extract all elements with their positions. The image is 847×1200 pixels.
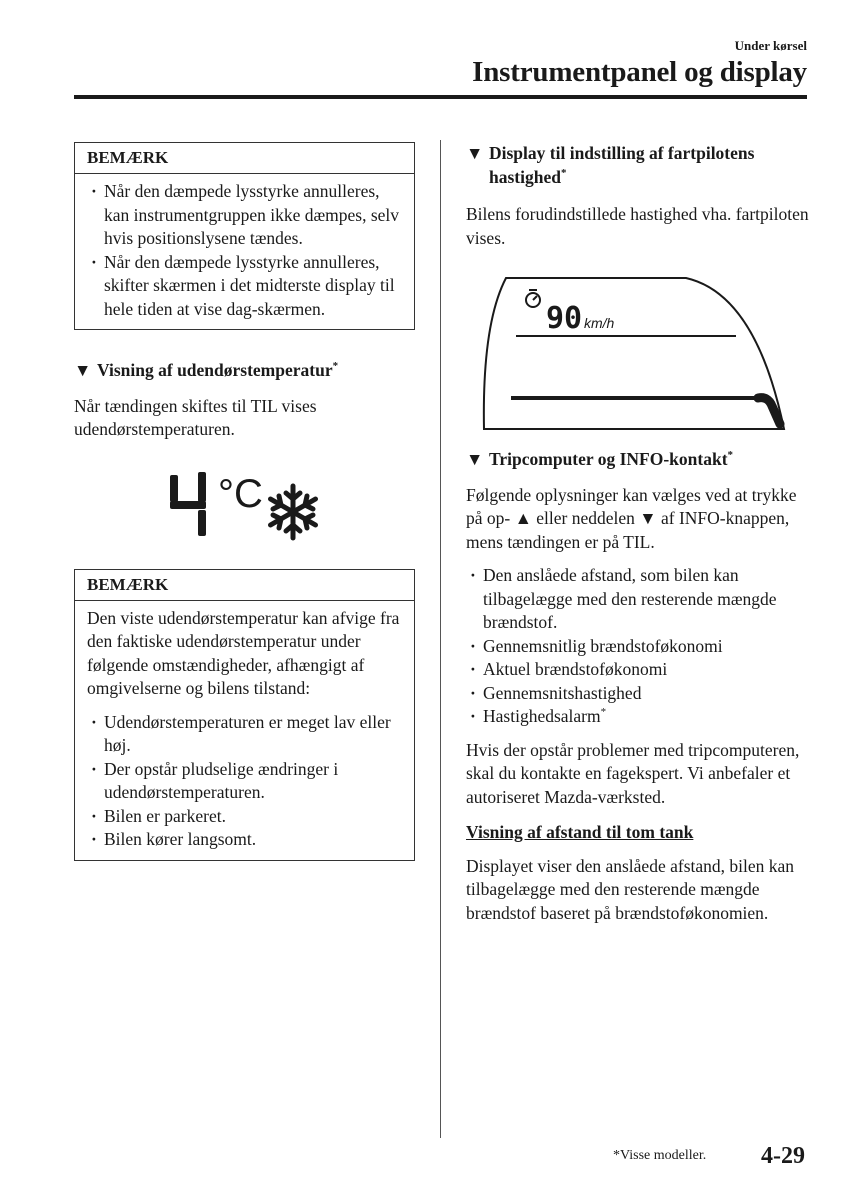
- temperature-display: [74, 452, 415, 552]
- page-number: 4-29: [761, 1143, 805, 1169]
- cruise-body: Bilens forudindstillede hastighed vha. fartpiloten vises.: [466, 204, 809, 248]
- segment-digit-four: [170, 472, 206, 536]
- list-item: · Gennemsnitlig brændstoføkonomi: [466, 635, 811, 659]
- list-item: · Bilen kører langsomt.: [87, 828, 402, 852]
- note-box-temperature: [74, 569, 415, 861]
- list-item: · Den anslåede afstand, som bilen kan tilbagelægge med den resterende mængde brændstof.: [466, 564, 811, 635]
- page-title: Instrumentpanel og display: [472, 56, 807, 88]
- note-body: [75, 174, 414, 329]
- cruise-display: [466, 264, 811, 444]
- list-item: · Gennemsnitshastighed: [466, 682, 811, 706]
- triangle-down-icon: ▼: [466, 143, 484, 163]
- footnote: *Visse modeller.: [613, 1148, 707, 1163]
- trip-after-text: Hvis der opstår problemer med tripcomputeren, skal du kontakte en fagekspert. Vi anbefaler et autoriseret Mazda-værksted.: [466, 739, 800, 807]
- triangle-down-icon: ▼: [74, 360, 92, 380]
- list-item: · Udendørstemperaturen er meget lav eller høj.: [87, 711, 402, 758]
- trip-body: Følgende oplysninger kan vælges ved at trykke på op- ▲ eller neddelen ▼ af INFO-knappen, mens tændingen er på TIL.: [466, 484, 797, 552]
- display-outline: [484, 278, 784, 429]
- section-label: Under kørsel: [734, 38, 807, 53]
- note-body: [75, 601, 414, 860]
- temperature-body: Når tændingen skiftes til TIL vises udendørstemperaturen.: [74, 395, 317, 439]
- note-list: [87, 711, 402, 852]
- note-box-brightness: [74, 142, 415, 330]
- cruise-display-graphic: [466, 264, 811, 444]
- left-column: [74, 142, 415, 861]
- snowflake-icon: [271, 486, 316, 538]
- temperature-unit: °C: [218, 471, 263, 516]
- header-rule: [74, 95, 807, 99]
- note-list: [87, 180, 402, 321]
- note-heading: BEMÆRK: [75, 570, 414, 601]
- range-body: Displayet viser den anslåede afstand, bilen kan tilbagelægge med den resterende mængde brændstof baseret på brændstoføkonomien.: [466, 855, 795, 923]
- list-item: · Når den dæmpede lysstyrke annulleres, skifter skærmen i det midterste display til hele tiden at vise dag-skærmen.: [87, 251, 402, 322]
- note-intro: Den viste udendørstemperatur kan afvige fra den faktiske udendørstemperatur under følgende omstændigheder, afhængigt af omgivelserne og bilens tilstand:: [87, 607, 400, 698]
- triangle-down-icon: ▼: [466, 449, 484, 469]
- list-item: · Der opstår pludselige ændringer i udendørstemperaturen.: [87, 758, 402, 805]
- section-heading-temperature: ▼ Visning af udendørstemperatur*: [74, 359, 415, 383]
- trip-list: [466, 564, 811, 729]
- cruise-speed-unit: km/h: [584, 315, 615, 331]
- section-heading-trip: ▼ Tripcomputer og INFO-kontakt*: [466, 448, 811, 472]
- section-heading-cruise: ▼ Display til indstilling af fartpilotens hastighed*: [466, 143, 755, 187]
- list-item: · Aktuel brændstoføkonomi: [466, 658, 811, 682]
- column-divider: [440, 140, 441, 1138]
- display-line-bottom: [511, 398, 778, 424]
- list-item: · Hastighedsalarm*: [466, 705, 811, 729]
- note-heading: BEMÆRK: [75, 143, 414, 174]
- right-column: [466, 142, 811, 925]
- cruise-control-icon: [526, 290, 540, 307]
- list-item: · Når den dæmpede lysstyrke annulleres, kan instrumentgruppen ikke dæmpes, selv hvis positionslysene tændes.: [87, 180, 402, 251]
- temperature-display-graphic: [74, 452, 415, 552]
- cruise-speed-value: 90: [546, 301, 583, 336]
- subheading-range: Visning af afstand til tom tank: [466, 822, 694, 842]
- list-item: · Bilen er parkeret.: [87, 805, 402, 829]
